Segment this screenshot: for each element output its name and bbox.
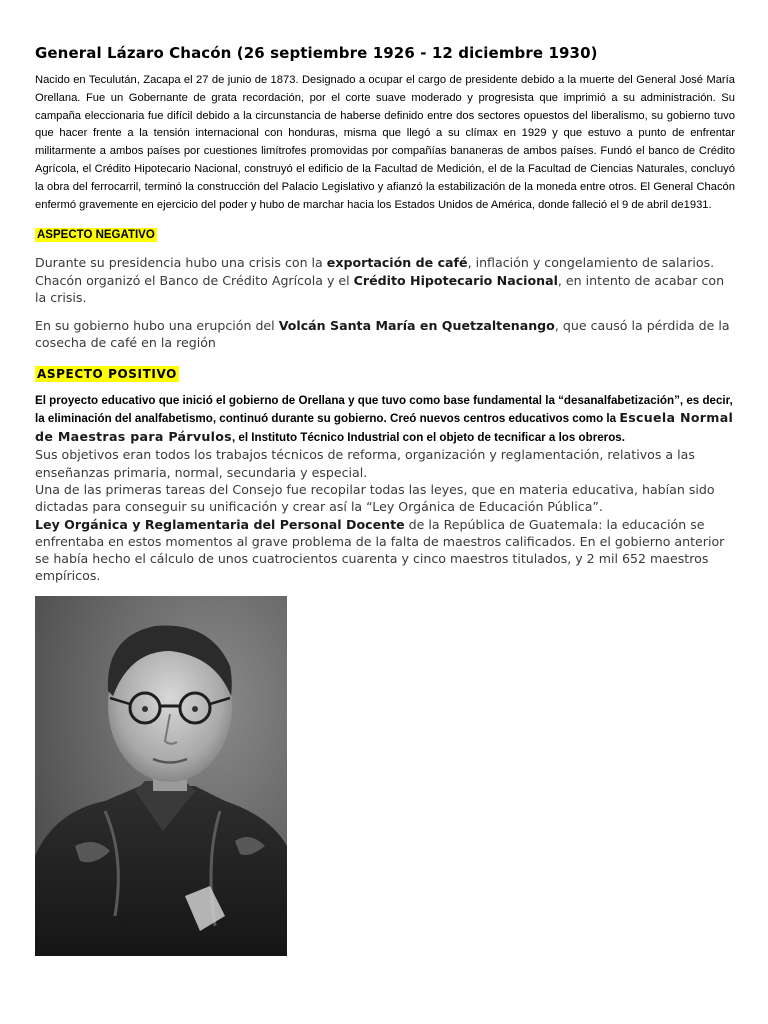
negative-paragraph-1: Durante su presidencia hubo una crisis con la exportación de café, inflación y congelamiento de salarios. Chacón organizó el Banco de Crédito Agrícola y el Crédito Hipotecario Nacional, en intento de acabar con la crisis.: [35, 255, 725, 306]
portrait-illustration: [35, 596, 287, 956]
positive-paragraph-1: El proyecto educativo que inició el gobierno de Orellana y que tuvo como base fundamental la “desanalfabetización”, es decir, la eliminación del analfabetismo, continuó durante su gobierno. Creó nuevos centros educativos como la Escuela Normal de Maestras para Párvulos, el Instituto Técnico Industrial con el objeto de tecnificar a los obreros.: [35, 393, 734, 444]
positive-paragraph-2: Sus objetivos eran todos los trabajos técnicos de reforma, organización y reglamentación, relativos a las enseñanzas primaria, normal, secundaria y especial.: [35, 447, 695, 480]
document-page: [35, 44, 735, 585]
negative-paragraph-2: En su gobierno hubo una erupción del Volcán Santa María en Quetzaltenango, que causó la pérdida de la cosecha de café en la región: [35, 317, 730, 351]
negative-aspect-heading: ASPECTO NEGATIVO: [37, 229, 155, 242]
positive-aspect-heading: ASPECTO POSITIVO: [37, 366, 177, 381]
positive-paragraph-4: Ley Orgánica y Reglamentaria del Personal Docente de la República de Guatemala: la educación se enfrentaba en estos momentos al grave problema de la falta de maestros calificados. En el gobierno anterior se había hecho el cálculo de unos cuatrocientos cuarenta y cinco maestros titulados, y 2 mil 652 maestros empíricos.: [35, 516, 725, 584]
page-title: General Lázaro Chacón (26 septiembre 1926 - 12 diciembre 1930): [35, 44, 598, 62]
positive-paragraph-3: Una de las primeras tareas del Consejo fue recopilar todas las leyes, que en materia educativa, habían sido dictadas para conseguir su unificación y crear así la “Ley Orgánica de Educación Pública”.: [35, 481, 715, 515]
portrait-photo: [35, 596, 287, 956]
biography-paragraph: Nacido en Teculután, Zacapa el 27 de junio de 1873. Designado a ocupar el cargo de presidente debido a la muerte del General José María Orellana. Fue un Gobernante de grata recordación, por el corte suave moderado y progresista que imprimió a su administración. Su campaña eleccionaria fue difícil debido a la circunstancia de haberse definido entre dos sectores opuestos del liberalismo, su gobierno tuvo que hacer frente a la tensión internacional con honduras, misma que llegó a su clímax en 1929 y que estuvo a punto de enfrentar militarmente a ambos países por cuestiones limítrofes promovidas por compañías bananeras de ambos países. Fundó el banco de Crédito Agrícola, el Crédito Hipotecario Nacional, construyó el edificio de la Facultad de Medición, el de la Facultad de Ciencias Naturales, concluyó la obra del ferrocarril, terminó la construcción del Palacio Legislativo y afianzó la estabilización de la moneda entre otros. El General Chacón enfermó gravemente en ejercicio del poder y hubo de marchar hacia los Estados Unidos de América, donde falleció el 9 de abril de1931.: [35, 74, 735, 211]
